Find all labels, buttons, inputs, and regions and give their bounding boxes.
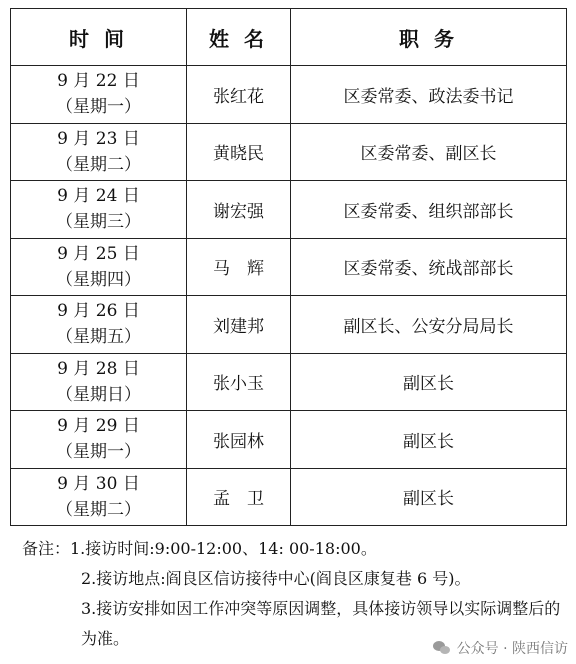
cell-name: 刘建邦 [187,296,291,354]
date-text: 9 月 25 日 [57,243,140,264]
table-row [11,66,567,124]
date-text: 9 月 24 日 [57,186,140,207]
date-text: 9 月 29 日 [57,416,140,437]
header-name: 姓 名 [187,9,291,66]
cell-title: 副区长 [291,411,567,469]
date-text: 9 月 30 日 [57,473,140,494]
table-row [11,238,567,296]
header-time: 时 间 [11,9,187,66]
table-row [11,468,567,526]
cell-date [11,238,187,296]
date-text: 9 月 28 日 [57,358,140,379]
note-adjustment-text: 3.接访安排如因工作冲突等原因调整，具体接访领导以实际调整后的为准。 [81,599,561,648]
date-text: 9 月 23 日 [57,128,140,149]
weekday-text: （星期四） [56,269,141,290]
cell-title: 区委常委、组织部部长 [291,181,567,239]
note-time: 备注：1.接访时间:9:00-12:00、14: 00-18:00。 [22,539,377,558]
table-row [11,411,567,469]
reception-schedule-table [10,8,567,526]
table-row [11,353,567,411]
cell-name: 张园林 [187,411,291,469]
cell-name: 谢宏强 [187,181,291,239]
wechat-icon [433,641,451,655]
cell-name: 张红花 [187,66,291,124]
date-text: 9 月 22 日 [57,71,140,92]
cell-title: 区委常委、政法委书记 [291,66,567,124]
cell-name: 马 辉 [187,238,291,296]
weekday-text: （星期日） [56,384,141,405]
wechat-watermark [433,638,568,658]
header-title: 职 务 [291,9,567,66]
weekday-text: （星期一） [56,442,141,463]
cell-title: 副区长、公安分局局长 [291,296,567,354]
cell-title: 区委常委、副区长 [291,123,567,181]
cell-date [11,66,187,124]
cell-title: 区委常委、统战部部长 [291,238,567,296]
notes-block [22,534,570,654]
table-row [11,123,567,181]
watermark-text: 公众号 · 陕西信访 [456,641,568,657]
note-location: 2.接访地点:阎良区信访接待中心(阎良区康复巷 6 号)。 [81,569,471,588]
cell-title: 副区长 [291,468,567,526]
cell-date [11,353,187,411]
cell-name: 孟 卫 [187,468,291,526]
cell-date [11,468,187,526]
date-text: 9 月 26 日 [57,301,140,322]
weekday-text: （星期三） [56,212,141,233]
cell-name: 黄晓民 [187,123,291,181]
cell-name: 张小玉 [187,353,291,411]
weekday-text: （星期五） [56,327,141,348]
cell-date [11,296,187,354]
table-row [11,296,567,354]
cell-title: 副区长 [291,353,567,411]
cell-date [11,123,187,181]
table-row [11,181,567,239]
cell-date [11,181,187,239]
weekday-text: （星期二） [56,154,141,175]
table-header-row [11,9,567,66]
weekday-text: （星期一） [56,97,141,118]
weekday-text: （星期二） [56,499,141,520]
cell-date [11,411,187,469]
